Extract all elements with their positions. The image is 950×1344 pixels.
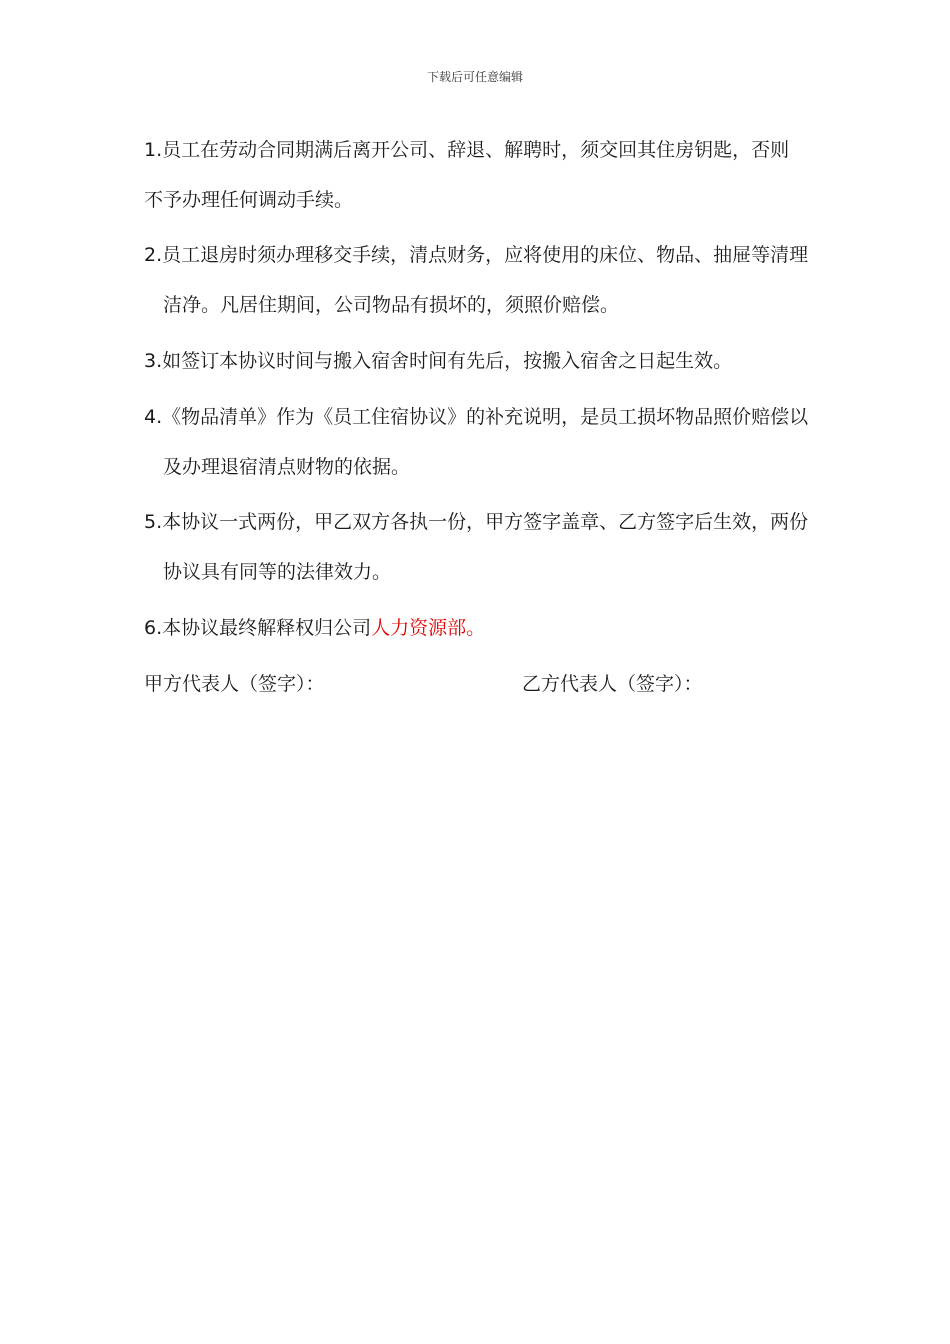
clause-number: 3.	[144, 350, 163, 372]
clause-6	[144, 603, 815, 653]
clause-5	[144, 497, 815, 597]
clause-number: 5.	[144, 511, 163, 533]
clause-text: 本协议最终解释权归公司	[162, 617, 372, 639]
clause-1	[144, 125, 796, 225]
clause-text: 员工退房时须办理移交手续，清点财务，应将使用的床位、物品、抽屉等清理洁净。凡居住期间，公司物品有损坏的，须照价赔偿。	[162, 244, 809, 316]
clause-number: 6.	[144, 617, 163, 639]
clause-number: 1.	[144, 139, 163, 161]
clause-3	[144, 336, 815, 386]
header-note: 下载后可任意编辑	[426, 70, 523, 84]
party-b-signature-label: 乙方代表人（签字）：	[522, 673, 703, 695]
clause-4	[144, 392, 815, 492]
clause-text: 员工在劳动合同期满后离开公司、辞退、解聘时，须交回其住房钥匙，否则不予办理任何调动手续。	[144, 139, 790, 211]
clause-text: 《物品清单》作为《员工住宿协议》的补充说明，是员工损坏物品照价赔偿以及办理退宿清点财物的依据。	[162, 406, 809, 478]
clause-number: 2.	[144, 244, 163, 266]
clause-text: 如签订本协议时间与搬入宿舍时间有先后，按搬入宿舍之日起生效。	[162, 350, 733, 372]
highlight-text: 人力资源部。	[371, 617, 486, 639]
clause-2	[144, 230, 815, 330]
clause-text: 本协议一式两份，甲乙双方各执一份，甲方签字盖章、乙方签字后生效，两份协议具有同等的法律效力。	[162, 511, 809, 583]
clause-number: 4.	[144, 406, 163, 428]
party-a-signature-label: 甲方代表人（签字）：	[144, 673, 325, 695]
